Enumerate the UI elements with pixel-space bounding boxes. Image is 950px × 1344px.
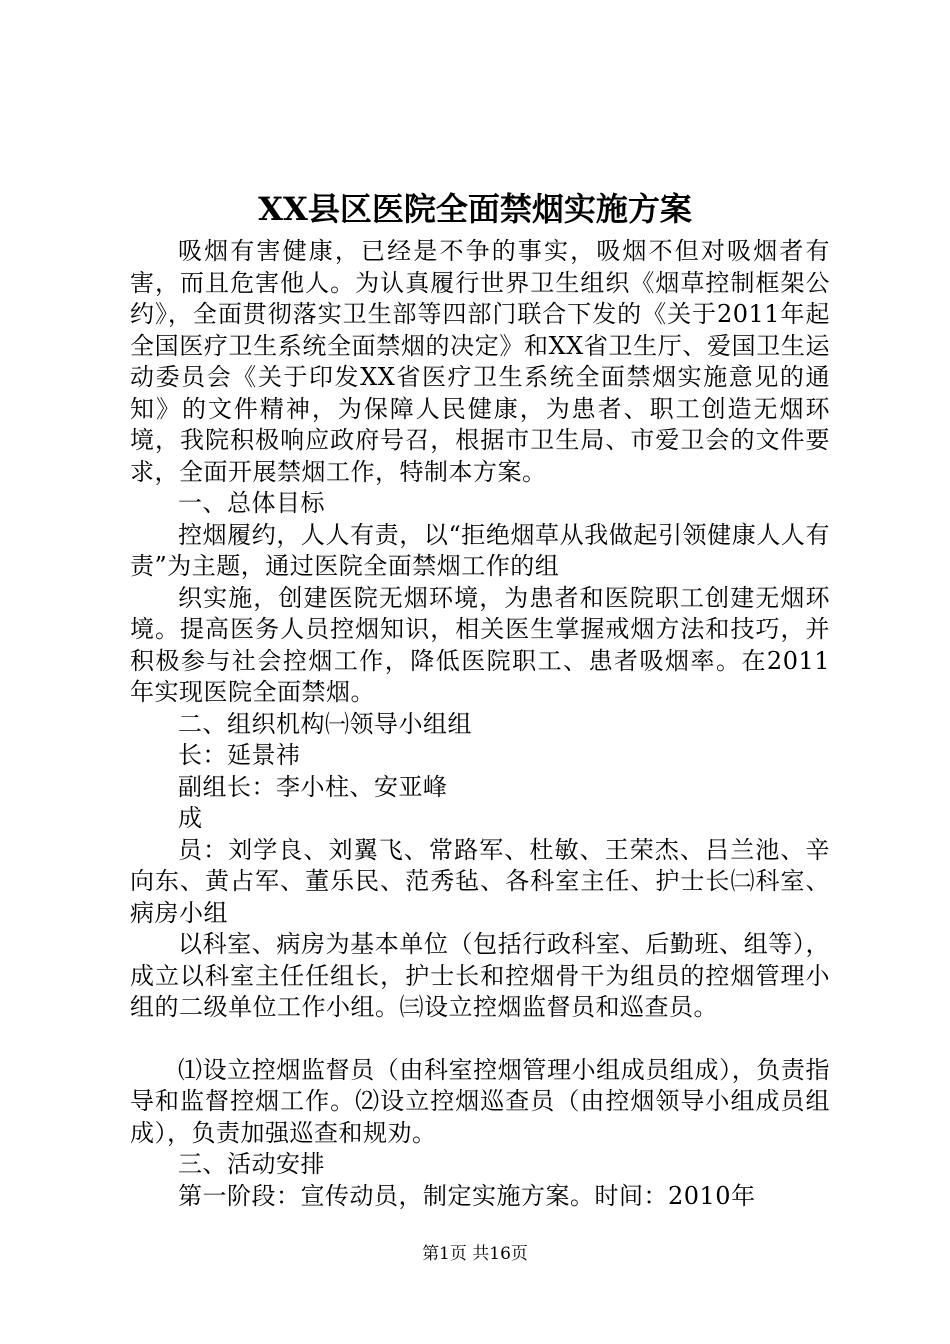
paragraph-department-groups: 以科室、病房为基本单位（包括行政科室、后勤班、组等），成立以科室主任任组长，护士长和控烟骨干为组员的控烟管理小组的二级单位工作小组。㈢设立控烟监督员和巡查员。 bbox=[130, 930, 830, 1021]
page-number-footer: 第1页 共16页 bbox=[422, 1244, 528, 1264]
paragraph-goal-2: 织实施，创建医院无烟环境，为患者和医院职工创建无烟环境。提高医务人员控烟知识，相关医生掌握戒烟方法和技巧，并积极参与社会控烟工作，降低医院职工、患者吸烟率。在2011年实现医院全面禁烟。 bbox=[130, 583, 830, 706]
paragraph-supervisors: ⑴设立控烟监督员（由科室控烟管理小组成员组成），负责指导和监督控烟工作。⑵设立控烟巡查员（由控烟领导小组成员组成），负责加强巡查和规劝。 bbox=[130, 1055, 830, 1147]
paragraph-goal-1: 控烟履约，人人有责，以“拒绝烟草从我做起引领健康人人有责”为主题，通过医院全面禁烟工作的组 bbox=[130, 520, 830, 580]
paragraph-phase-one: 第一阶段：宣传动员，制定实施方案。时间：2010年 bbox=[178, 1181, 756, 1210]
paragraph-intro: 吸烟有害健康，已经是不争的事实，吸烟不但对吸烟者有害，而且危害他人。为认真履行世界卫生组织《烟草控制框架公约》，全面贯彻落实卫生部等四部门联合下发的《关于2011年起全国医疗卫生系统全面禁烟的决定》和XX省卫生厅、爱国卫生运动委员会《关于印发XX省医疗卫生系统全面禁烟实施意见的通知》的文件精神，为保障人民健康，为患者、职工创造无烟环境，我院积极响应政府号召，根据市卫生局、市爱卫会的文件要求，全面开展禁烟工作，特制本方案。 bbox=[130, 237, 830, 486]
paragraph-members: 员：刘学良、刘翼飞、常路军、杜敏、王荣杰、吕兰池、辛向东、黄占军、董乐民、范秀毡、各科室主任、护士长㈡科室、病房小组 bbox=[130, 835, 830, 927]
paragraph-members-label: 成 bbox=[178, 804, 203, 832]
paragraph-leader: 长：延景祎 bbox=[178, 741, 301, 769]
section-heading-goal: 一、总体目标 bbox=[178, 489, 325, 517]
paragraph-deputy-leader: 副组长：李小柱、安亚峰 bbox=[178, 772, 448, 801]
section-heading-organization: 二、组织机构㈠领导小组组 bbox=[178, 709, 472, 738]
document-body bbox=[130, 236, 830, 1212]
document-title: XX县区医院全面禁烟实施方案 bbox=[258, 190, 692, 228]
section-heading-activities: 三、活动安排 bbox=[178, 1150, 325, 1178]
